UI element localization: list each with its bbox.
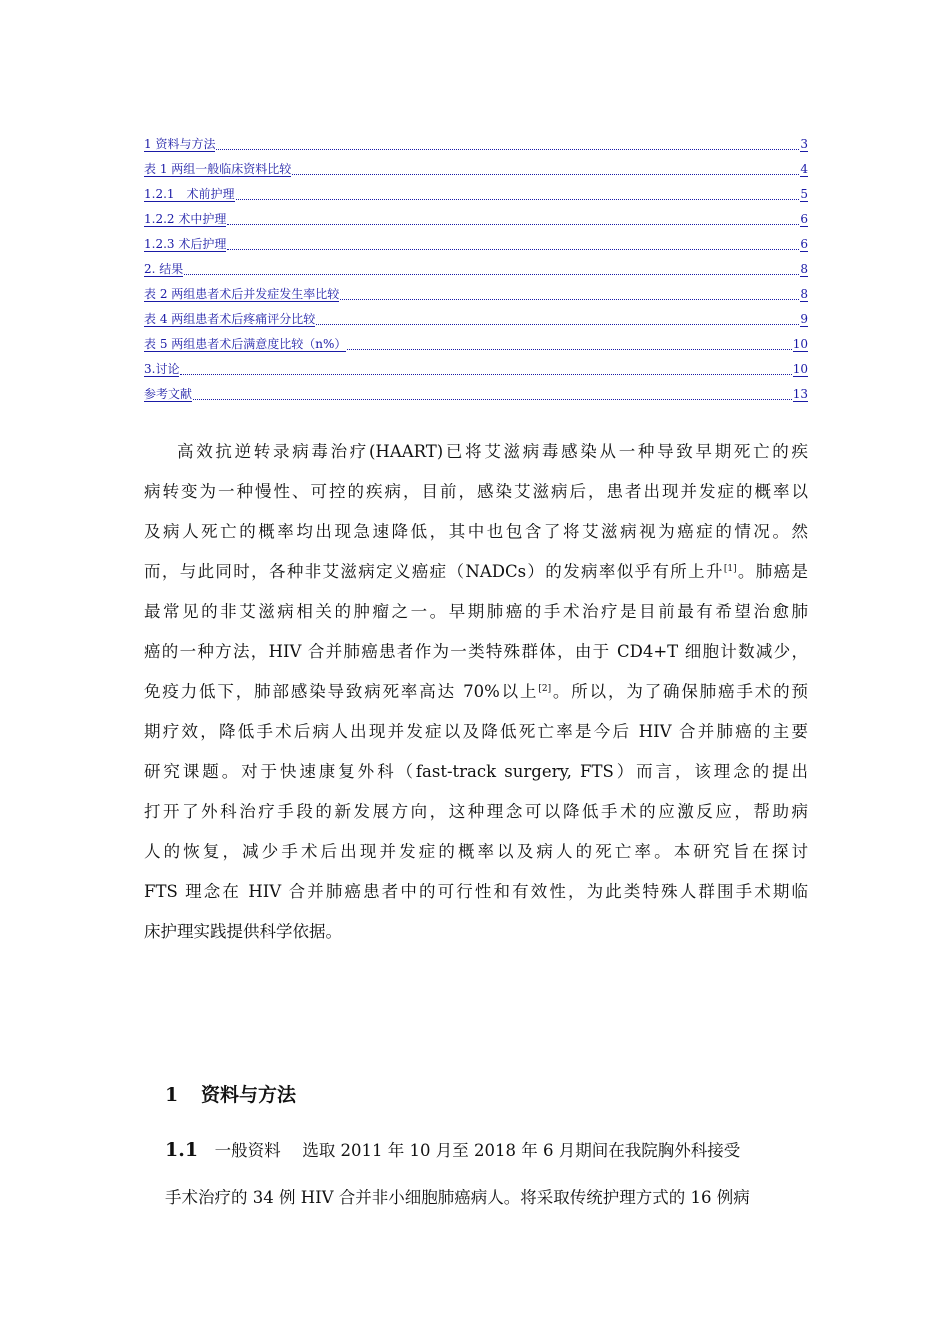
toc-entry-page[interactable]: 8 — [800, 287, 808, 301]
section-number: 1 — [165, 1084, 179, 1106]
toc-entry-title[interactable]: 1.2.2 术中护理 — [144, 212, 227, 226]
text-line — [144, 678, 808, 718]
toc-entry-page[interactable]: 4 — [800, 162, 808, 176]
toc-entry-page[interactable]: 9 — [800, 312, 808, 326]
text-line: 高效抗逆转录病毒治疗(HAART)已将艾滋病毒感染从一种导致早期死亡的疾 — [177, 442, 808, 461]
toc-leader-dots — [292, 173, 799, 175]
toc-entry[interactable] — [144, 227, 808, 252]
text-line — [144, 1130, 808, 1178]
toc-entry[interactable] — [144, 277, 808, 302]
toc-leader-dots — [227, 223, 799, 225]
toc-entry-title[interactable]: 表 1 两组一般临床资料比较 — [144, 162, 292, 176]
text-line: 及病人死亡的概率均出现急速降低，其中也包含了将艾滋病视为癌症的情况。然 — [144, 522, 808, 541]
toc-entry[interactable] — [144, 377, 808, 402]
text-segment: 。肺癌是 — [736, 562, 808, 581]
citation-ref[interactable]: [1] — [723, 564, 737, 574]
text-line: 手术治疗的 34 例 HIV 合并非小细胞肺癌病人。将采取传统护理方式的 16 例病 — [165, 1188, 750, 1207]
toc-leader-dots — [316, 323, 799, 325]
toc-entry-page[interactable]: 5 — [800, 187, 808, 201]
toc-entry-page[interactable]: 6 — [800, 212, 808, 226]
toc-entry-title[interactable]: 2. 结果 — [144, 262, 184, 276]
section-title: 资料与方法 — [201, 1084, 297, 1106]
toc-leader-dots — [227, 248, 799, 250]
toc-entry-title[interactable]: 表 2 两组患者术后并发症发生率比较 — [144, 287, 340, 301]
section-heading — [165, 1080, 296, 1107]
toc-leader-dots — [340, 298, 799, 300]
text-line: 研究课题。对于快速康复外科（fast-track surgery, FTS）而言，该理念的提出 — [144, 762, 808, 781]
text-line — [144, 558, 808, 598]
toc-leader-dots — [184, 273, 799, 275]
toc-entry-page[interactable]: 8 — [800, 262, 808, 276]
toc-leader-dots — [347, 348, 791, 350]
text-line: 病转变为一种慢性、可控的疾病，目前，感染艾滋病后，患者出现并发症的概率以 — [144, 482, 808, 501]
text-line: 最常见的非艾滋病相关的肿瘤之一。早期肺癌的手术治疗是目前最有希望治愈肺 — [144, 602, 808, 621]
toc-entry-page[interactable]: 13 — [792, 387, 808, 401]
toc-leader-dots — [236, 198, 800, 200]
table-of-contents — [144, 127, 808, 402]
text-segment: 。所以，为了确保肺癌手术的预 — [551, 682, 809, 701]
intro-paragraph — [144, 438, 808, 958]
toc-entry-page[interactable]: 10 — [792, 337, 808, 351]
toc-entry-page[interactable]: 3 — [800, 137, 808, 151]
text-line: 人的恢复，减少手术后出现并发症的概率以及病人的死亡率。本研究旨在探讨 — [144, 842, 808, 861]
toc-entry[interactable] — [144, 152, 808, 177]
toc-entry-title[interactable]: 表 4 两组患者术后疼痛评分比较 — [144, 312, 316, 326]
text-line: 癌的一种方法，HIV 合并肺癌患者作为一类特殊群体，由于 CD4+T 细胞计数减少， — [144, 642, 808, 661]
text-segment: 免疫力低下，肺部感染导致病死率高达 70%以上 — [144, 682, 539, 701]
text-line: 床护理实践提供科学依据。 — [144, 922, 342, 941]
subsection-number: 1.1 — [165, 1139, 199, 1161]
toc-entry-title[interactable]: 参考文献 — [144, 387, 193, 401]
subsection-1-1 — [144, 1130, 808, 1226]
subsection-title: 一般资料 — [214, 1141, 281, 1160]
toc-entry-title[interactable]: 1.2.3 术后护理 — [144, 237, 227, 251]
toc-entry-title[interactable]: 1 资料与方法 — [144, 137, 216, 151]
citation-ref[interactable]: [2] — [538, 684, 552, 694]
text-segment: 选取 2011 年 10 月至 2018 年 6 月期间在我院胸外科接受 — [302, 1141, 741, 1160]
toc-entry-title[interactable]: 3.讨论 — [144, 362, 180, 376]
toc-leader-dots — [180, 373, 791, 375]
toc-entry-page[interactable]: 10 — [792, 362, 808, 376]
toc-entry-title[interactable]: 1.2.1 术前护理 — [144, 187, 235, 201]
toc-entry[interactable] — [144, 127, 808, 152]
toc-entry-title[interactable]: 表 5 两组患者术后满意度比较（n%） — [144, 337, 347, 351]
text-segment: 而，与此同时，各种非艾滋病定义癌症（NADCs）的发病率似乎有所上升 — [144, 562, 724, 581]
toc-leader-dots — [216, 148, 799, 150]
toc-entry[interactable] — [144, 327, 808, 352]
toc-leader-dots — [193, 398, 792, 400]
toc-entry[interactable] — [144, 202, 808, 227]
text-line: 期疗效，降低手术后病人出现并发症以及降低死亡率是今后 HIV 合并肺癌的主要 — [144, 722, 808, 741]
toc-entry-page[interactable]: 6 — [800, 237, 808, 251]
toc-entry[interactable] — [144, 252, 808, 277]
toc-entry[interactable] — [144, 352, 808, 377]
toc-entry[interactable] — [144, 177, 808, 202]
text-line: 打开了外科治疗手段的新发展方向，这种理念可以降低手术的应激反应，帮助病 — [144, 802, 808, 821]
text-line: FTS 理念在 HIV 合并肺癌患者中的可行性和有效性，为此类特殊人群围手术期临 — [144, 882, 808, 901]
toc-entry[interactable] — [144, 302, 808, 327]
